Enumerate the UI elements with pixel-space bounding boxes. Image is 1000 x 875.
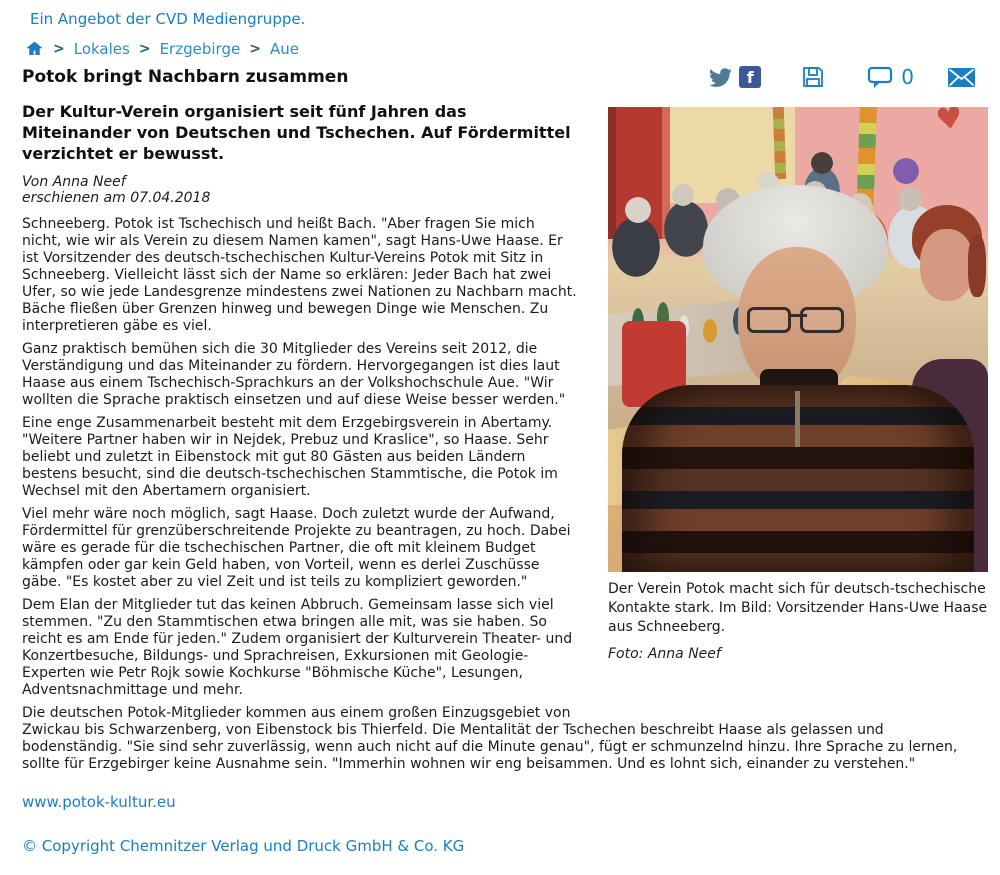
facebook-icon[interactable]: f	[739, 66, 761, 88]
article-photo	[608, 107, 988, 572]
article-paragraph: Die deutschen Potok-Mitglieder kommen aus einem großen Einzugsgebiet von Zwickau bis Schwarzenberg, von Eibenstock bis Thierfeld. Die Mentalität der Tschechen beschreibt Haase als gelassen und bodenständig. "Sie sind sehr zuverlässig, wenn auch nicht auf die Minute genau", fügt er schmunzelnd hinzu. Ihre Sprache zu lernen, sollte für Erzgebirger keine Ausnahme sein. "Immerhin wohnen wir eng beisammen. Und es lohnt sich, einander zu verstehen."	[22, 705, 958, 772]
photo-man-zipper	[795, 391, 800, 447]
breadcrumb-item-aue[interactable]: Aue	[269, 40, 299, 58]
comments-control[interactable]	[867, 65, 914, 89]
breadcrumb-item-lokales[interactable]: Lokales	[73, 40, 130, 58]
twitter-icon[interactable]	[709, 68, 732, 87]
breadcrumb-item-erzgebirge[interactable]: Erzgebirge	[159, 40, 241, 58]
photo-credit: Foto: Anna Neef	[608, 646, 721, 662]
cvd-mediengruppe-link[interactable]: Ein Angebot der CVD Mediengruppe.	[30, 10, 306, 28]
published-line: erschienen am 07.04.2018	[22, 190, 211, 206]
breadcrumb-separator: >	[249, 41, 261, 57]
article-paragraph: Schneeberg. Potok ist Tschechisch und heißt Bach. "Aber fragen Sie mich nicht, wie wir als Verein zu diesem Namen kamen", sagt Hans-Uwe Haase. Er ist Vorsitzender des deutsch-tschechischen Kultur-Vereins Potok mit Sitz in Schneeberg. Vielleicht lässt sich der Name so erklären: Jeder Bach hat zwei Ufer, so wie jede Landesgrenze mindestens zwei Nationen zu Nachbarn macht. Bäche fließen über Grenzen hinweg und bewegen Dinge wie Menschen. Zu interpretieren gäbe es viel.	[22, 216, 577, 334]
article-header-row	[0, 58, 1000, 89]
offer-line-container	[0, 0, 1000, 28]
article-paragraph: Viel mehr wäre noch möglich, sagt Haase. Doch zuletzt wurde der Aufwand, Fördermittel für grenzüberschreitende Projekte zu beantragen, zu hoch. Dabei wäre es gerade für die tschechischen Partner, die oft mit kleinem Budget kämpfen oder gar kein Geld haben, von Vorteil, wenn es derlei Zuschüsse gäbe. "Es kostet aber zu viel Zeit und ist teils zu kompliziert geworden."	[22, 506, 571, 590]
article-body	[0, 89, 1000, 779]
article-lead: Der Kultur-Verein organisiert seit fünf Jahren das Miteinander von Deutschen und Tschechen. Auf Fördermittel verzichtet er bewusst.	[22, 102, 571, 163]
breadcrumb-separator: >	[53, 41, 65, 57]
author-line: Von Anna Neef	[22, 174, 126, 190]
photo-woman-face	[920, 229, 974, 301]
comments-icon	[867, 66, 894, 89]
photo-woman-hair	[968, 235, 986, 297]
glasses-lens	[800, 307, 844, 333]
article-paragraph: Ganz praktisch bemühen sich die 30 Mitglieder des Vereins seit 2012, die Verständigung und das Miteinander zu fördern. Hervorgegangen ist dies laut Haase aus einem Tschechisch-Sprachkurs an der Volkshochschule Aue. "Wir wollten die Sprache praktisch einsetzen und auf diese Weise besser werden."	[22, 341, 566, 408]
save-icon[interactable]	[801, 65, 825, 89]
home-icon[interactable]	[25, 40, 44, 58]
potok-website-link[interactable]: www.potok-kultur.eu	[22, 793, 176, 811]
photo-caption: Der Verein Potok macht sich für deutsch-tschechische Kontakte stark. Im Bild: Vorsitzender Hans-Uwe Haase aus Schneeberg.	[608, 581, 988, 635]
article-paragraph: Dem Elan der Mitglieder tut das keinen Abbruch. Gemeinsam lasse sich viel stemmen. "Zu den Stammtischen etwa bringen alle mit, was sie haben. So reicht es am Ende für jeden." Zudem organisiert der Kulturverein Theater- und Konzertbesuche, Bildungs- und Sprachreisen, Exkursionen mit Geologie-Experten wie Petr Rojk sowie Kochkurse "Böhmische Küche", Lesungen, Adventsnachmittage und mehr.	[22, 597, 573, 698]
breadcrumb-separator: >	[138, 41, 151, 57]
glasses-lens	[747, 307, 791, 333]
copyright-line: © Copyright Chemnitzer Verlag und Druck GmbH & Co. KG	[22, 837, 465, 855]
photo-man-glasses	[747, 307, 849, 335]
article-figure	[608, 107, 988, 662]
share-toolbar	[709, 65, 975, 89]
article-paragraph: Eine enge Zusammenarbeit besteht mit dem Erzgebirgsverein in Abertamy. "Weitere Partner haben wir in Nejdek, Prebuz und Kraslice", so Haase. Sehr beliebt und zuletzt in Eibenstock mit gut 80 Gästen aus beiden Ländern bestens besucht, sind die deutsch-tschechischen Stammtische, die Potok im Wechsel mit den Abertamern organisiert.	[22, 415, 558, 499]
page-title: Potok bringt Nachbarn zusammen	[22, 67, 349, 87]
comment-count: 0	[901, 65, 914, 89]
breadcrumb	[0, 28, 1000, 58]
email-icon[interactable]	[948, 68, 975, 87]
